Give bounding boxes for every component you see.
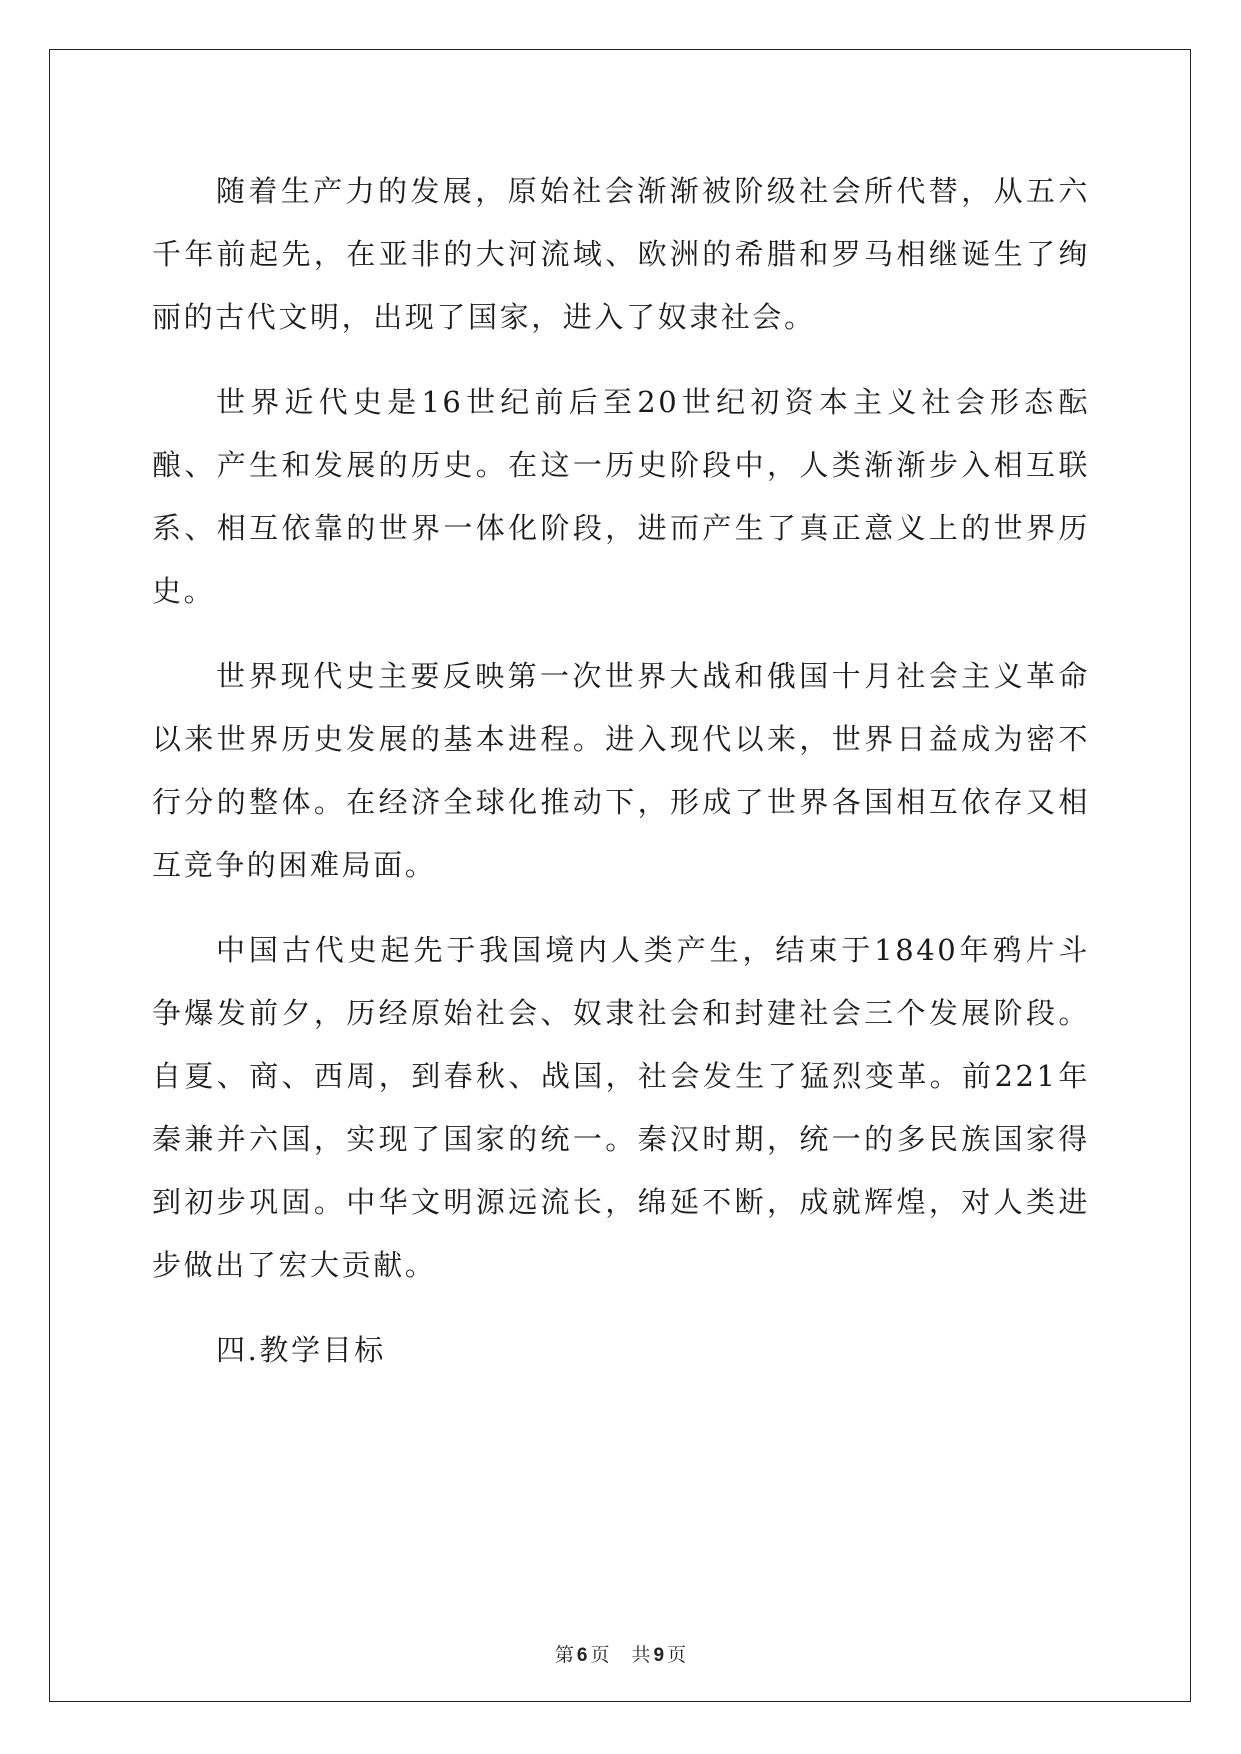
total-prefix: 共 xyxy=(631,1644,651,1666)
page-footer xyxy=(0,1640,1241,1667)
paragraph-ancient-world: 随着生产力的发展，原始社会渐渐被阶级社会所代替，从五六千年前起先，在亚非的大河流域、欧洲的希腊和罗马相继诞生了绚丽的古代文明，出现了国家，进入了奴隶社会。 xyxy=(152,174,1090,334)
document-body xyxy=(152,160,1090,1382)
paragraph-modern-world-early: 世界近代史是16世纪前后至20世纪初资本主义社会形态酝酿、产生和发展的历史。在这一历史阶段中，人类渐渐步入相互联系、相互依靠的世界一体化阶段，进而产生了真正意义上的世界历史。 xyxy=(152,385,1090,608)
page-prefix: 第 xyxy=(554,1644,574,1666)
paragraph-contemporary-world: 世界现代史主要反映第一次世界大战和俄国十月社会主义革命以来世界历史发展的基本进程。进入现代以来，世界日益成为密不行分的整体。在经济全球化推动下，形成了世界各国相互依存又相互竞争的困难局面。 xyxy=(152,659,1090,882)
current-page-number: 6 xyxy=(576,1645,588,1666)
total-unit: 页 xyxy=(667,1644,687,1666)
section-heading: 四.教学目标 xyxy=(216,1333,386,1367)
page-unit: 页 xyxy=(590,1644,610,1666)
total-page-number: 9 xyxy=(653,1645,665,1666)
paragraph-chinese-ancient-history: 中国古代史起先于我国境内人类产生，结束于1840年鸦片斗争爆发前夕，历经原始社会、奴隶社会和封建社会三个发展阶段。自夏、商、西周，到春秋、战国，社会发生了猛烈变革。前221年秦兼并六国，实现了国家的统一。秦汉时期，统一的多民族国家得到初步巩固。中华文明源远流长，绵延不断，成就辉煌，对人类进步做出了宏大贡献。 xyxy=(152,933,1090,1282)
